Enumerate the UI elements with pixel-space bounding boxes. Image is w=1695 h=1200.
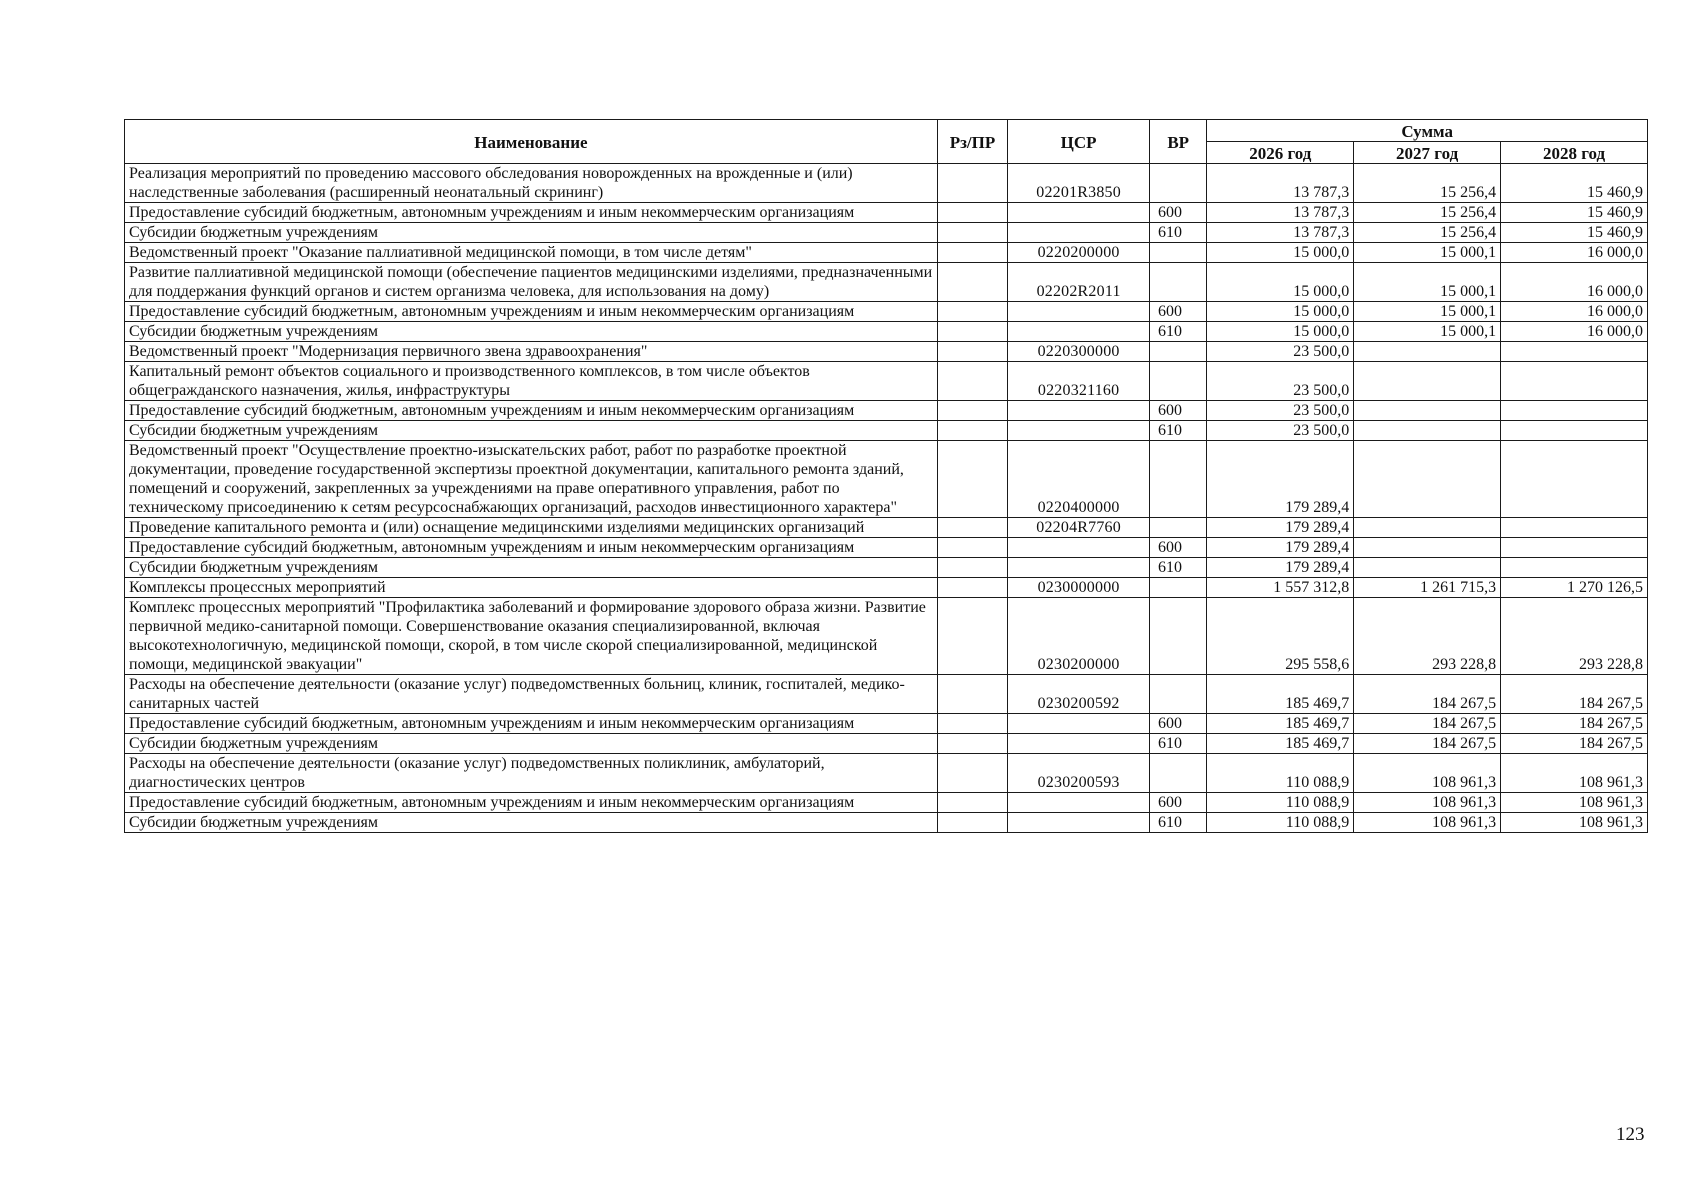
- row-rzpr: [937, 421, 1007, 441]
- row-sum-2028: 16 000,0: [1501, 322, 1648, 342]
- table-row: [125, 263, 1648, 302]
- row-rzpr: [937, 362, 1007, 401]
- row-name: Капитальный ремонт объектов социального и производственного комплексов, в том числе объектов общегражданского назначения, жилья, инфраструктуры: [125, 362, 938, 401]
- row-sum-2026: 1 557 312,8: [1207, 578, 1354, 598]
- table-row: [125, 558, 1648, 578]
- row-sum-2027: 184 267,5: [1354, 675, 1501, 714]
- row-sum-2028: 293 228,8: [1501, 598, 1648, 675]
- row-vr: [1150, 578, 1207, 598]
- row-sum-2027: [1354, 441, 1501, 518]
- row-sum-2028: 15 460,9: [1501, 223, 1648, 243]
- row-rzpr: [937, 263, 1007, 302]
- row-sum-2028: [1501, 538, 1648, 558]
- row-rzpr: [937, 714, 1007, 734]
- row-name: Развитие паллиативной медицинской помощи (обеспечение пациентов медицинскими изделиями, предназначенными для поддержания функций органов и систем организма человека, для использования на дому): [125, 263, 938, 302]
- row-sum-2026: 295 558,6: [1207, 598, 1354, 675]
- row-sum-2027: 184 267,5: [1354, 734, 1501, 754]
- row-rzpr: [937, 754, 1007, 793]
- row-vr: 600: [1150, 203, 1207, 223]
- row-sum-2027: [1354, 362, 1501, 401]
- row-sum-2026: 15 000,0: [1207, 263, 1354, 302]
- table-row: [125, 203, 1648, 223]
- table-row: [125, 441, 1648, 518]
- row-csr: [1008, 203, 1150, 223]
- row-sum-2027: 108 961,3: [1354, 813, 1501, 833]
- row-sum-2027: 15 256,4: [1354, 223, 1501, 243]
- row-name: Предоставление субсидий бюджетным, автономным учреждениям и иным некоммерческим организациям: [125, 714, 938, 734]
- row-vr: [1150, 342, 1207, 362]
- table-row: [125, 734, 1648, 754]
- row-name: Предоставление субсидий бюджетным, автономным учреждениям и иным некоммерческим организациям: [125, 793, 938, 813]
- table-row: [125, 302, 1648, 322]
- table-row: [125, 362, 1648, 401]
- row-vr: 610: [1150, 223, 1207, 243]
- row-vr: [1150, 754, 1207, 793]
- row-rzpr: [937, 578, 1007, 598]
- row-csr: 0230200592: [1008, 675, 1150, 714]
- row-rzpr: [937, 793, 1007, 813]
- table-body: [125, 164, 1648, 833]
- row-vr: 600: [1150, 538, 1207, 558]
- row-sum-2028: 1 270 126,5: [1501, 578, 1648, 598]
- table-row: [125, 793, 1648, 813]
- row-csr: [1008, 538, 1150, 558]
- row-csr: 0230200593: [1008, 754, 1150, 793]
- budget-table: [124, 119, 1648, 833]
- row-sum-2027: 15 000,1: [1354, 243, 1501, 263]
- row-sum-2026: 23 500,0: [1207, 362, 1354, 401]
- table-row: [125, 164, 1648, 203]
- row-name: Субсидии бюджетным учреждениям: [125, 421, 938, 441]
- row-sum-2028: [1501, 518, 1648, 538]
- row-sum-2028: 16 000,0: [1501, 243, 1648, 263]
- table-row: [125, 518, 1648, 538]
- row-rzpr: [937, 598, 1007, 675]
- row-vr: [1150, 164, 1207, 203]
- row-sum-2026: 179 289,4: [1207, 441, 1354, 518]
- row-sum-2028: [1501, 342, 1648, 362]
- row-rzpr: [937, 441, 1007, 518]
- row-sum-2027: 184 267,5: [1354, 714, 1501, 734]
- row-sum-2026: 185 469,7: [1207, 714, 1354, 734]
- row-sum-2027: 15 000,1: [1354, 322, 1501, 342]
- row-sum-2026: 15 000,0: [1207, 322, 1354, 342]
- row-sum-2027: [1354, 401, 1501, 421]
- row-name: Предоставление субсидий бюджетным, автономным учреждениям и иным некоммерческим организациям: [125, 538, 938, 558]
- header-year-2028: 2028 год: [1501, 142, 1648, 164]
- row-vr: 610: [1150, 734, 1207, 754]
- row-rzpr: [937, 243, 1007, 263]
- row-sum-2028: 184 267,5: [1501, 675, 1648, 714]
- row-sum-2028: 16 000,0: [1501, 263, 1648, 302]
- row-name: Субсидии бюджетным учреждениям: [125, 558, 938, 578]
- table-row: [125, 243, 1648, 263]
- row-sum-2028: 108 961,3: [1501, 754, 1648, 793]
- row-name: Предоставление субсидий бюджетным, автономным учреждениям и иным некоммерческим организациям: [125, 302, 938, 322]
- row-sum-2026: 23 500,0: [1207, 421, 1354, 441]
- table-row: [125, 421, 1648, 441]
- row-name: Субсидии бюджетным учреждениям: [125, 813, 938, 833]
- row-sum-2028: 184 267,5: [1501, 734, 1648, 754]
- table-row: [125, 754, 1648, 793]
- row-rzpr: [937, 342, 1007, 362]
- row-sum-2028: [1501, 421, 1648, 441]
- row-sum-2028: 15 460,9: [1501, 164, 1648, 203]
- row-name: Комплекс процессных мероприятий "Профилактика заболеваний и формирование здорового образа жизни. Развитие первичной медико-санитарной помощи. Совершенствование оказания специализированной, включая высокотехнологичную, медицинской помощи, скорой, в том числе скорой специализированной, медицинской помощи, медицинской эвакуации": [125, 598, 938, 675]
- row-vr: 610: [1150, 813, 1207, 833]
- row-rzpr: [937, 538, 1007, 558]
- row-sum-2027: [1354, 518, 1501, 538]
- row-name: Реализация мероприятий по проведению массового обследования новорожденных на врожденные и (или) наследственные заболевания (расширенный неонатальный скрининг): [125, 164, 938, 203]
- row-csr: [1008, 813, 1150, 833]
- row-name: Проведение капитального ремонта и (или) оснащение медицинскими изделиями медицинских организаций: [125, 518, 938, 538]
- row-vr: 600: [1150, 302, 1207, 322]
- row-sum-2027: 15 000,1: [1354, 263, 1501, 302]
- row-name: Предоставление субсидий бюджетным, автономным учреждениям и иным некоммерческим организациям: [125, 203, 938, 223]
- row-rzpr: [937, 322, 1007, 342]
- table-row: [125, 578, 1648, 598]
- row-rzpr: [937, 518, 1007, 538]
- row-rzpr: [937, 223, 1007, 243]
- header-csr: ЦСР: [1008, 120, 1150, 164]
- row-sum-2026: 15 000,0: [1207, 243, 1354, 263]
- row-sum-2026: 179 289,4: [1207, 518, 1354, 538]
- row-vr: 610: [1150, 322, 1207, 342]
- row-sum-2026: 110 088,9: [1207, 793, 1354, 813]
- header-rzpr: Рз/ПР: [937, 120, 1007, 164]
- header-vr: ВР: [1150, 120, 1207, 164]
- row-sum-2027: 15 256,4: [1354, 203, 1501, 223]
- row-csr: [1008, 302, 1150, 322]
- row-csr: 0220200000: [1008, 243, 1150, 263]
- row-sum-2026: 13 787,3: [1207, 223, 1354, 243]
- row-sum-2026: 185 469,7: [1207, 675, 1354, 714]
- header-name: Наименование: [125, 120, 938, 164]
- row-name: Ведомственный проект "Оказание паллиативной медицинской помощи, в том числе детям": [125, 243, 938, 263]
- table-row: [125, 714, 1648, 734]
- row-sum-2027: 108 961,3: [1354, 754, 1501, 793]
- table-row: [125, 401, 1648, 421]
- row-vr: 610: [1150, 421, 1207, 441]
- row-sum-2028: [1501, 558, 1648, 578]
- header-year-2027: 2027 год: [1354, 142, 1501, 164]
- row-sum-2028: 108 961,3: [1501, 793, 1648, 813]
- row-csr: [1008, 421, 1150, 441]
- row-sum-2026: 13 787,3: [1207, 203, 1354, 223]
- row-name: Ведомственный проект "Модернизация первичного звена здравоохранения": [125, 342, 938, 362]
- row-rzpr: [937, 164, 1007, 203]
- row-vr: [1150, 598, 1207, 675]
- row-csr: 0230200000: [1008, 598, 1150, 675]
- row-sum-2027: 1 261 715,3: [1354, 578, 1501, 598]
- row-name: Расходы на обеспечение деятельности (оказание услуг) подведомственных поликлиник, амбулаторий, диагностических центров: [125, 754, 938, 793]
- row-name: Расходы на обеспечение деятельности (оказание услуг) подведомственных больниц, клиник, госпиталей, медико-санитарных частей: [125, 675, 938, 714]
- row-sum-2026: 110 088,9: [1207, 754, 1354, 793]
- row-rzpr: [937, 203, 1007, 223]
- row-sum-2026: 179 289,4: [1207, 558, 1354, 578]
- row-sum-2026: 23 500,0: [1207, 401, 1354, 421]
- row-csr: 0230000000: [1008, 578, 1150, 598]
- row-sum-2026: 23 500,0: [1207, 342, 1354, 362]
- row-name: Предоставление субсидий бюджетным, автономным учреждениям и иным некоммерческим организациям: [125, 401, 938, 421]
- row-sum-2026: 110 088,9: [1207, 813, 1354, 833]
- row-rzpr: [937, 675, 1007, 714]
- row-sum-2028: [1501, 441, 1648, 518]
- table-row: [125, 538, 1648, 558]
- table-row: [125, 675, 1648, 714]
- row-rzpr: [937, 558, 1007, 578]
- table-row: [125, 598, 1648, 675]
- row-vr: 600: [1150, 793, 1207, 813]
- row-csr: [1008, 734, 1150, 754]
- row-rzpr: [937, 734, 1007, 754]
- row-csr: [1008, 714, 1150, 734]
- row-csr: [1008, 401, 1150, 421]
- table-header: [125, 120, 1648, 164]
- table-row: [125, 322, 1648, 342]
- row-vr: [1150, 263, 1207, 302]
- row-csr: [1008, 558, 1150, 578]
- row-sum-2026: 15 000,0: [1207, 302, 1354, 322]
- row-sum-2028: 184 267,5: [1501, 714, 1648, 734]
- row-name: Комплексы процессных мероприятий: [125, 578, 938, 598]
- row-rzpr: [937, 302, 1007, 322]
- row-vr: 600: [1150, 401, 1207, 421]
- table-row: [125, 813, 1648, 833]
- row-sum-2026: 13 787,3: [1207, 164, 1354, 203]
- row-sum-2028: [1501, 362, 1648, 401]
- header-year-2026: 2026 год: [1207, 142, 1354, 164]
- row-csr: 02201R3850: [1008, 164, 1150, 203]
- row-sum-2028: 15 460,9: [1501, 203, 1648, 223]
- row-sum-2027: [1354, 342, 1501, 362]
- row-csr: [1008, 793, 1150, 813]
- row-rzpr: [937, 813, 1007, 833]
- row-sum-2028: 108 961,3: [1501, 813, 1648, 833]
- row-name: Ведомственный проект "Осуществление проектно-изыскательских работ, работ по разработке проектной документации, проведение государственной экспертизы проектной документации, капитального ремонта зданий, помещений и сооружений, закрепленных за учреждениями на праве оперативного управления, работ по техническому присоединению к сетям ресурсоснабжающих организаций, расходов инвестиционного характера": [125, 441, 938, 518]
- header-sum: Сумма: [1207, 120, 1648, 142]
- row-csr: 02202R2011: [1008, 263, 1150, 302]
- row-sum-2027: 15 000,1: [1354, 302, 1501, 322]
- row-vr: 600: [1150, 714, 1207, 734]
- row-vr: [1150, 441, 1207, 518]
- row-vr: [1150, 518, 1207, 538]
- row-sum-2027: 15 256,4: [1354, 164, 1501, 203]
- page-number: 123: [1616, 1124, 1645, 1145]
- row-sum-2027: 293 228,8: [1354, 598, 1501, 675]
- row-csr: 0220321160: [1008, 362, 1150, 401]
- row-sum-2027: [1354, 558, 1501, 578]
- row-sum-2028: 16 000,0: [1501, 302, 1648, 322]
- table-row: [125, 342, 1648, 362]
- row-csr: 02204R7760: [1008, 518, 1150, 538]
- row-vr: [1150, 362, 1207, 401]
- row-sum-2027: [1354, 421, 1501, 441]
- row-sum-2026: 185 469,7: [1207, 734, 1354, 754]
- row-csr: [1008, 223, 1150, 243]
- row-vr: [1150, 675, 1207, 714]
- row-csr: [1008, 322, 1150, 342]
- row-sum-2028: [1501, 401, 1648, 421]
- row-csr: 0220400000: [1008, 441, 1150, 518]
- row-name: Субсидии бюджетным учреждениям: [125, 734, 938, 754]
- row-name: Субсидии бюджетным учреждениям: [125, 322, 938, 342]
- row-rzpr: [937, 401, 1007, 421]
- row-vr: [1150, 243, 1207, 263]
- row-sum-2026: 179 289,4: [1207, 538, 1354, 558]
- row-sum-2027: 108 961,3: [1354, 793, 1501, 813]
- row-vr: 610: [1150, 558, 1207, 578]
- table-row: [125, 223, 1648, 243]
- row-csr: 0220300000: [1008, 342, 1150, 362]
- row-name: Субсидии бюджетным учреждениям: [125, 223, 938, 243]
- row-sum-2027: [1354, 538, 1501, 558]
